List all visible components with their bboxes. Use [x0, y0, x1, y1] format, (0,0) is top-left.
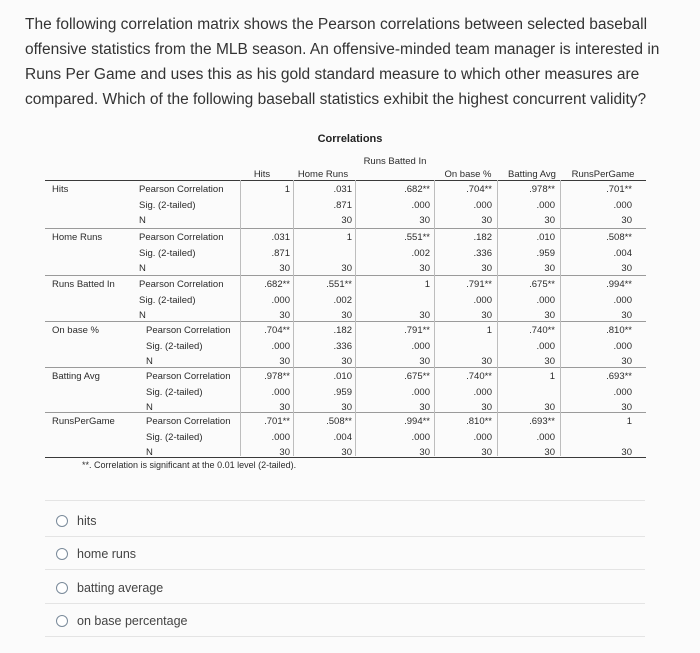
- stat-label: Sig. (2-tailed): [146, 386, 203, 398]
- table-cell: .000: [536, 199, 555, 211]
- table-cell: 1: [284, 184, 290, 195]
- table-cell: 30: [341, 215, 352, 226]
- table-cell: .004: [613, 247, 632, 259]
- table-cell: .000: [271, 294, 290, 306]
- table-title: Correlations: [317, 133, 383, 145]
- table-cell: .000: [411, 340, 430, 352]
- table-cell: 30: [544, 215, 555, 226]
- option-home-runs[interactable]: [56, 547, 136, 561]
- table-cell: .675**: [529, 279, 555, 290]
- table-cell: 30: [279, 402, 290, 413]
- table-column-rule: [560, 180, 561, 456]
- table-cell: .994**: [606, 279, 632, 290]
- table-cell: 30: [481, 447, 492, 458]
- table-cell: .978**: [264, 371, 290, 382]
- table-cell: 30: [621, 310, 632, 321]
- table-cell: 30: [481, 402, 492, 413]
- table-cell: .000: [473, 294, 492, 306]
- table-cell: .031: [271, 232, 290, 243]
- table-cell: .508**: [326, 416, 352, 427]
- option-hits[interactable]: [56, 514, 96, 528]
- table-cell: .959: [333, 386, 352, 398]
- table-cell: .791**: [466, 279, 492, 290]
- table-cell: .508**: [606, 232, 632, 243]
- table-cell: .810**: [466, 416, 492, 427]
- stat-label: N: [146, 447, 153, 458]
- table-cell: .000: [473, 199, 492, 211]
- table-cell: .000: [411, 431, 430, 443]
- stat-label: Sig. (2-tailed): [139, 294, 196, 306]
- table-cell: .701**: [264, 416, 290, 427]
- table-cell: .000: [271, 340, 290, 352]
- table-cell: .675**: [404, 371, 430, 382]
- table-column-rule: [355, 180, 356, 456]
- table-cell: .682**: [264, 279, 290, 290]
- table-cell: .010: [536, 232, 555, 243]
- table-rule: [45, 228, 646, 229]
- table-cell: .000: [536, 340, 555, 352]
- column-header: Home Runs: [297, 169, 349, 180]
- table-cell: 30: [419, 402, 430, 413]
- table-cell: .994**: [404, 416, 430, 427]
- table-cell: .000: [613, 199, 632, 211]
- column-header: RunsPerGame: [571, 169, 635, 180]
- table-cell: 1: [486, 325, 492, 336]
- table-cell: 30: [279, 447, 290, 458]
- table-cell: 30: [621, 356, 632, 367]
- divider: [45, 536, 645, 537]
- radio-icon[interactable]: [56, 515, 68, 527]
- stat-label: Sig. (2-tailed): [146, 431, 203, 443]
- table-cell: .740**: [529, 325, 555, 336]
- table-cell: .000: [613, 340, 632, 352]
- table-rule: [45, 180, 646, 181]
- stat-label: Pearson Correlation: [146, 416, 231, 427]
- divider: [45, 603, 645, 604]
- table-cell: 30: [621, 402, 632, 413]
- table-cell: 30: [279, 310, 290, 321]
- table-cell: .336: [333, 340, 352, 352]
- table-cell: 1: [424, 279, 430, 290]
- table-cell: .000: [536, 431, 555, 443]
- table-cell: .002: [333, 294, 352, 306]
- table-cell: .810**: [606, 325, 632, 336]
- stat-label: N: [146, 356, 153, 367]
- table-cell: .010: [333, 371, 352, 382]
- question-text: The following correlation matrix shows the Pearson correlations between selected baseball offensive statistics from the MLB season. An offensive-minded team manager is interested in Runs Per Game and uses this as his gold standard measure to which other measures are compared. Which of the following baseball statistics exhibit the highest concurrent validity?: [25, 16, 660, 108]
- stat-label: N: [139, 215, 146, 226]
- stat-label: Pearson Correlation: [146, 325, 231, 336]
- table-cell: .551**: [404, 232, 430, 243]
- option-on-base-percentage[interactable]: [56, 614, 188, 628]
- row-label: On base %: [52, 325, 99, 336]
- table-cell: .682**: [404, 184, 430, 195]
- stat-label: Pearson Correlation: [146, 371, 231, 382]
- stat-label: Sig. (2-tailed): [139, 247, 196, 259]
- table-cell: 30: [544, 310, 555, 321]
- table-cell: 30: [621, 215, 632, 226]
- row-label: Batting Avg: [52, 371, 100, 382]
- table-rule: [45, 367, 646, 368]
- row-label: Hits: [52, 184, 69, 195]
- stat-label: Pearson Correlation: [139, 279, 224, 290]
- table-footnote: **. Correlation is significant at the 0.01 level (2-tailed).: [82, 460, 297, 470]
- divider: [45, 569, 645, 570]
- table-cell: .000: [473, 431, 492, 443]
- option-label: batting average: [77, 581, 164, 595]
- table-cell: .000: [536, 294, 555, 306]
- stat-label: Pearson Correlation: [139, 232, 224, 243]
- table-cell: 30: [481, 215, 492, 226]
- radio-icon[interactable]: [56, 548, 68, 560]
- table-cell: .871: [271, 247, 290, 259]
- table-cell: .978**: [529, 184, 555, 195]
- stat-label: Pearson Correlation: [139, 184, 224, 195]
- table-cell: 30: [341, 310, 352, 321]
- table-cell: .740**: [466, 371, 492, 382]
- option-label: home runs: [77, 547, 137, 561]
- table-cell: 30: [341, 356, 352, 367]
- table-cell: 30: [341, 263, 352, 274]
- table-cell: .002: [411, 247, 430, 259]
- table-cell: .791**: [404, 325, 430, 336]
- row-label: Home Runs: [52, 232, 103, 243]
- divider: [45, 636, 645, 637]
- table-cell: 30: [481, 310, 492, 321]
- stat-label: Sig. (2-tailed): [139, 199, 196, 211]
- table-cell: .551**: [326, 279, 352, 290]
- option-label: hits: [77, 514, 97, 528]
- table-cell: 30: [341, 447, 352, 458]
- table-cell: .704**: [466, 184, 492, 195]
- stat-label: N: [146, 402, 153, 413]
- table-cell: 30: [419, 310, 430, 321]
- table-cell: .000: [473, 386, 492, 398]
- table-cell: 1: [346, 232, 352, 243]
- stat-label: N: [139, 263, 146, 274]
- column-header: Runs Batted In: [363, 156, 427, 167]
- table-cell: .000: [271, 431, 290, 443]
- table-cell: .959: [536, 247, 555, 259]
- table-cell: .693**: [529, 416, 555, 427]
- table-cell: .000: [411, 386, 430, 398]
- table-cell: 30: [419, 356, 430, 367]
- option-batting-average[interactable]: [56, 581, 163, 595]
- table-cell: 30: [544, 402, 555, 413]
- table-cell: .000: [613, 294, 632, 306]
- option-label: on base percentage: [77, 614, 188, 628]
- table-cell: 30: [621, 447, 632, 458]
- stat-label: Sig. (2-tailed): [146, 340, 203, 352]
- table-cell: 30: [544, 263, 555, 274]
- table-cell: .701**: [606, 184, 632, 195]
- table-cell: 30: [419, 215, 430, 226]
- table-cell: .693**: [606, 371, 632, 382]
- table-rule: [45, 321, 646, 322]
- radio-icon[interactable]: [56, 582, 68, 594]
- table-cell: 30: [544, 447, 555, 458]
- table-cell: .704**: [264, 325, 290, 336]
- table-cell: .031: [333, 184, 352, 195]
- divider: [45, 500, 645, 501]
- table-cell: 30: [481, 263, 492, 274]
- table-cell: .004: [333, 431, 352, 443]
- stat-label: N: [139, 310, 146, 321]
- table-cell: 30: [544, 356, 555, 367]
- table-cell: 30: [481, 356, 492, 367]
- table-cell: .000: [411, 199, 430, 211]
- radio-icon[interactable]: [56, 615, 68, 627]
- table-cell: 30: [419, 447, 430, 458]
- table-cell: 30: [621, 263, 632, 274]
- table-cell: .336: [473, 247, 492, 259]
- row-label: RunsPerGame: [52, 416, 115, 427]
- column-header: On base %: [444, 169, 492, 180]
- table-cell: 1: [626, 416, 632, 427]
- table-cell: .182: [333, 325, 352, 336]
- table-cell: 30: [279, 263, 290, 274]
- table-cell: 1: [549, 371, 555, 382]
- table-cell: .000: [613, 386, 632, 398]
- table-rule: [45, 275, 646, 276]
- table-cell: .000: [271, 386, 290, 398]
- row-label: Runs Batted In: [52, 279, 115, 290]
- column-header: Batting Avg: [508, 169, 556, 180]
- table-cell: .182: [473, 232, 492, 243]
- table-cell: 30: [279, 356, 290, 367]
- table-cell: .871: [333, 199, 352, 211]
- table-cell: 30: [419, 263, 430, 274]
- column-header: Hits: [253, 169, 271, 180]
- table-cell: 30: [341, 402, 352, 413]
